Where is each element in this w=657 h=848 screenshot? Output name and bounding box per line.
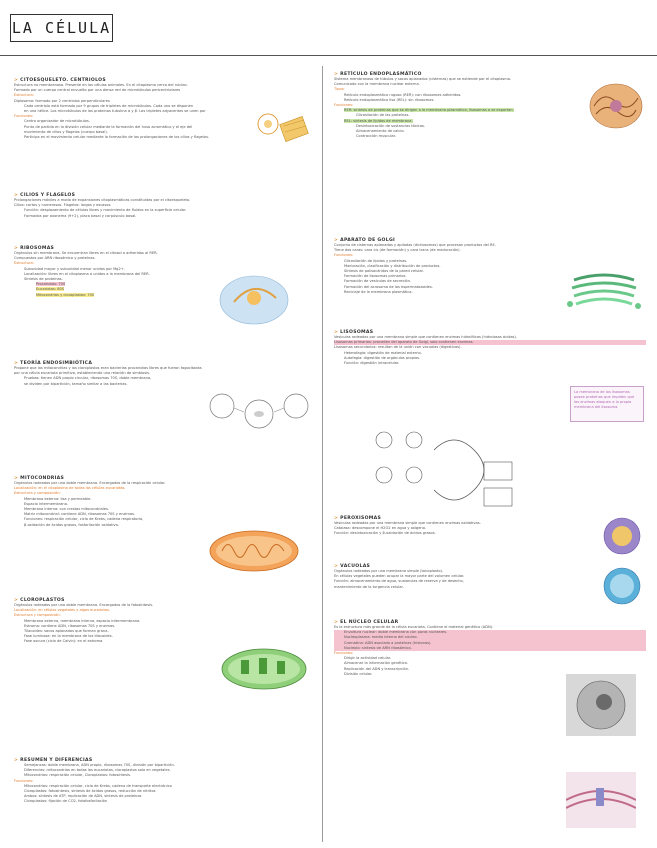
text-line: Formado por un cuerpo central envuelto por una densa red de microtúbulos pericentriolares: [14, 88, 181, 93]
cloroplasto-figure: [219, 646, 309, 692]
text-line: Fase luminosa: en la membrana de los tilacoides.: [24, 634, 113, 639]
poro-nuclear-figure: [566, 772, 636, 828]
section-title: > CITOESQUELETO. CENTRIOLOS: [14, 78, 106, 83]
text-line: Función: desplazamiento de células libres y movimiento de fluidos en la superficie celular.: [24, 208, 187, 213]
text-line: Cloroplastos: fotosíntesis, síntesis de ácidos grasos, reducción de nitritos: [24, 789, 156, 794]
text-line: mantenimiento de la turgencia celular.: [334, 584, 404, 589]
text-line: Lisosomas secundarios: resultan de la unión con vacuolas (digestivas).: [334, 345, 462, 350]
text-line: por una célula eucariota primitiva, estableciendo una relación de simbiosis.: [14, 371, 151, 376]
text-line: Desintoxicación de sustancias tóxicas.: [356, 123, 426, 128]
vacuola-figure: [600, 566, 644, 606]
page-title: LA CÉLULA: [10, 14, 113, 42]
text-line: Participa en el movimiento celular mediante la formación de las prolongaciones de los cilios y flagelos.: [24, 135, 210, 140]
text-line: Contracción muscular.: [356, 134, 397, 139]
endosimbiosis-figure: [204, 386, 314, 444]
section-nucleo: [334, 620, 646, 677]
nucleo-micrograph: [566, 674, 636, 736]
text-line: Propone que las mitocondrias y los cloroplastos eran bacterias procariotas libres que fueron fagocitadas: [14, 366, 202, 370]
section-title: > CLOROPLASTOS: [14, 598, 65, 603]
text-line: Síntesis de polisacáridos de la pared celular.: [344, 269, 424, 274]
text-line: Estructura:: [14, 261, 34, 266]
text-line: Formación de lisosomas primarios.: [344, 274, 407, 279]
text-line: Dirigir la actividad celular.: [344, 656, 392, 661]
text-line: Glicosilación de lípidos y proteínas.: [344, 258, 408, 263]
text-line: Matriz mitocondrial: contiene ADN, ribosomas 70S y enzimas.: [24, 512, 136, 517]
centriolo-figure: [254, 106, 314, 154]
text-line: Formados por axonema (9+2), placa basal y corpúsculo basal.: [24, 213, 137, 218]
text-line: Mitocondrias: respiración celular, ciclo de Krebs, cadena de transporte electrónico: [24, 783, 172, 788]
text-line: Funciones:: [334, 103, 354, 108]
text-line: Función: desintoxicación y β-oxidación de ácidos grasos.: [334, 531, 436, 536]
text-line: Membrana interna: con crestas mitocondriales.: [24, 507, 109, 512]
text-line: Funciones:: [14, 114, 34, 119]
text-line: Vesículas rodeadas por una membrana simple que contienen enzimas hidrolíticas (hidrolasas ácidas).: [334, 335, 517, 339]
peroxisoma-figure: [600, 516, 644, 556]
text-line: Tipos:: [334, 87, 345, 92]
text-line: Compuestos por ARN ribosómico y proteínas.: [14, 256, 96, 261]
text-line: Funciones:: [14, 778, 34, 783]
lisosomas-note: La membrana de los lisosomas posee proteínas que impiden que las enzimas ataquen a la propia membrana del lisosoma.: [570, 386, 644, 422]
header-rule: [0, 55, 657, 56]
text-line: Lisosomas primarios: proceden del aparato de Golgi, solo contienen enzimas.: [334, 340, 646, 345]
text-line: Localización: en células vegetales y algas eucariotas.: [14, 608, 111, 613]
text-line: Centro organizador de microtúbulos.: [24, 119, 90, 124]
section-title: > MITOCONDRIAS: [14, 476, 65, 481]
text-line: Funciones:: [334, 253, 354, 258]
section-title: > PEROXISOMAS: [334, 516, 382, 521]
section-lisosomas: [334, 330, 646, 366]
text-line: Estructura y composición:: [14, 491, 61, 496]
golgi-figure: [566, 268, 642, 318]
text-line: División celular.: [344, 671, 373, 676]
text-line: Formación del acrosoma de los espermatozoides.: [344, 284, 433, 289]
text-line: Diferencias: mitocondrias en todas las eucariotas, cloroplastos solo en vegetales.: [24, 768, 171, 773]
text-line: Diplosoma: formado por 2 centriolos perpendiculares: [14, 98, 110, 103]
section-title: > TEORÍA ENDOSIMBIÓTICA: [14, 361, 93, 366]
text-line: Función: almacenamiento de agua, sustancias de reserva y de desecho,: [334, 579, 464, 584]
text-line: Ambos: síntesis de ATP, replicación de ADN, síntesis de proteínas: [24, 794, 142, 799]
mitocondria-figure: [204, 526, 304, 576]
text-line: Catalasa: descompone el H2O2 en agua y oxígeno.: [334, 526, 426, 531]
text-line: Prolongaciones móviles a modo de expansiones citoplasmáticas constituidas por el citoesqueleto.: [14, 198, 191, 202]
text-line: RER: síntesis de proteínas que se dirigen a la membrana plasmática, lisosomas o se exportan.: [344, 108, 514, 113]
section-title: > CILIOS Y FLAGELOS: [14, 193, 76, 198]
reticulo-figure: [588, 82, 644, 130]
text-line: Retículo endoplasmático rugoso (RER): con ribosomas adheridos.: [344, 92, 462, 97]
text-line: Retículo endoplasmático liso (REL): sin ribosomas.: [344, 97, 435, 102]
text-line: Orgánulos rodeados por una doble membrana. Encargados de la fotosíntesis.: [14, 603, 154, 607]
text-line: Sistema membranoso de túbulos y sacos aplanados (cisternas) que se extiende por el citoplasma.: [334, 77, 512, 81]
lisosomas-diagram: [364, 420, 524, 510]
text-line: Membrana externa: lisa y permeable.: [24, 496, 92, 501]
text-line: Almacenar la información genética.: [344, 661, 408, 666]
section-title: > APARATO DE GOLGI: [334, 238, 396, 243]
text-line: Procariotas: 70S: [36, 282, 66, 287]
text-line: Maduración, clasificación y distribución de productos.: [344, 263, 441, 268]
text-line: En células vegetales pueden ocupar la mayor parte del volumen celular.: [334, 574, 465, 579]
column-divider: [322, 66, 323, 842]
text-line: Glicosilación de las proteínas.: [356, 113, 410, 118]
text-line: Estructura y composición:: [14, 613, 61, 618]
text-line: Tiene dos caras: cara cis (de formación) y cara trans (de maduración).: [334, 248, 461, 253]
text-line: Cada centriolo está formado por 9 grupos de tripletes de microtúbulos. Cada uno se disponen: [24, 103, 194, 108]
text-line: Semejanzas: doble membrana, ADN propio, ribosomas 70S, división por bipartición.: [24, 763, 175, 767]
text-line: Formación de vesículas de secreción.: [344, 279, 412, 284]
section-teoria: [14, 361, 314, 387]
text-line: Pruebas: tienen ADN propio circular, ribosomas 70S, doble membrana,: [24, 376, 152, 381]
text-line: Cloroplastos: fijación de CO2, fotofosforilación: [24, 799, 108, 804]
text-line: Orgánulos rodeados por una doble membrana. Encargados de la respiración celular.: [14, 481, 166, 485]
text-line: Punto de partida en la división celular mediante la formación del huso acromático y el eje del: [24, 124, 193, 129]
section-title: > VACUOLAS: [334, 564, 371, 569]
section-title: > EL NÚCLEO CELULAR: [334, 620, 399, 625]
text-line: Estructura no membranosa. Presente en las células animales. En el citoplasma cerca del núcleo.: [14, 83, 188, 87]
text-line: β-oxidación de ácidos grasos, fosforilación oxidativa.: [24, 522, 120, 527]
text-line: Nucleolo: síntesis de ARN ribosómico.: [334, 646, 646, 651]
text-line: Membrana externa, membrana interna, espacio intermembrana.: [24, 618, 141, 623]
text-line: Es la estructura más grande de la célula eucariota. Contiene el material genético (ADN).: [334, 625, 494, 629]
text-line: Conjunto de cisternas aplanadas y apiladas (dictiosomas) que procesan productos del RE.: [334, 243, 496, 247]
section-title: > RETÍCULO ENDOPLASMÁTICO: [334, 72, 422, 77]
section-cilios: [14, 193, 314, 219]
text-line: Localización: libres en el citoplasma o unidos a la membrana del RER.: [24, 271, 150, 276]
text-line: Nucleoplasma: medio interno del núcleo.: [334, 635, 646, 640]
text-line: Estructura:: [14, 93, 34, 98]
text-line: Vesículas rodeadas por una membrana simple que contienen enzimas oxidativas.: [334, 521, 481, 525]
text-line: REL: síntesis de lípidos de membrana.: [344, 118, 413, 123]
text-line: Replicación del ADN y transcripción.: [344, 666, 410, 671]
section-cloroplastos: [14, 598, 314, 645]
text-line: en una hélice. Los microtúbulos de las proteínas tubulina α y β. Los tripletes adyacentes se unen por: [24, 109, 206, 114]
section-mitocondrias: [14, 476, 314, 528]
text-line: Reciclaje de la membrana plasmática.: [344, 289, 413, 294]
text-line: se dividen por bipartición, tamaño similar a las bacterias.: [24, 381, 128, 386]
text-line: Funciones: respiración celular, ciclo de Krebs, cadena respiratoria,: [24, 517, 144, 522]
text-line: Subunidad mayor y subunidad menor unidas por Mg2+.: [24, 266, 125, 271]
ribosoma-figure: [214, 268, 294, 328]
text-line: movimiento de cilios y flagelos (cuerpo basal).: [24, 129, 108, 134]
text-line: Cromatina: ADN asociado a proteínas (histonas).: [334, 641, 646, 646]
text-line: Comunicado con la membrana nuclear externa.: [334, 82, 420, 87]
text-line: Estroma: contiene ADN, ribosomas 70S y enzimas.: [24, 623, 116, 628]
text-line: Orgánulos sin membrana. Se encuentran libres en el citosol o adheridos al RER.: [14, 251, 158, 255]
text-line: Mitocondrias y cloroplastos: 70S: [36, 292, 95, 297]
text-line: Almacenamiento de calcio.: [356, 129, 405, 134]
text-line: Función: digestión intracelular.: [344, 361, 400, 366]
text-line: Localización: en el citoplasma de todas las células eucariotas.: [14, 486, 126, 491]
text-line: Tilacoides: sacos aplanados que forman grana.: [24, 629, 109, 634]
text-line: Mitocondrias: respiración celular, Cloroplastos: fotosíntesis.: [24, 773, 132, 778]
text-line: Orgánulos rodeados por una membrana simple (tonoplasto).: [334, 569, 444, 573]
text-line: Funciones:: [334, 651, 354, 656]
text-line: Cilios: cortos y numerosos. Flagelos: largos y escasos.: [14, 203, 112, 208]
text-line: Eucariotas: 80S: [36, 287, 65, 292]
section-title: > RIBOSOMAS: [14, 246, 55, 251]
text-line: Síntesis de proteínas.: [24, 277, 63, 282]
text-line: Envoltura nuclear: doble membrana con poros nucleares.: [334, 630, 646, 635]
text-line: Autofagia: digestión de orgánulos propios.: [344, 355, 421, 360]
text-line: Heterofagia: digestión de material externo.: [344, 350, 422, 355]
text-line: Fase oscura (ciclo de Calvin): en el estroma.: [24, 639, 104, 644]
section-title: > RESUMEN Y DIFERENCIAS: [14, 758, 93, 763]
section-title: > LISOSOMAS: [334, 330, 374, 335]
text-line: Espacio intermembrana.: [24, 501, 69, 506]
section-resumen: [14, 758, 314, 805]
